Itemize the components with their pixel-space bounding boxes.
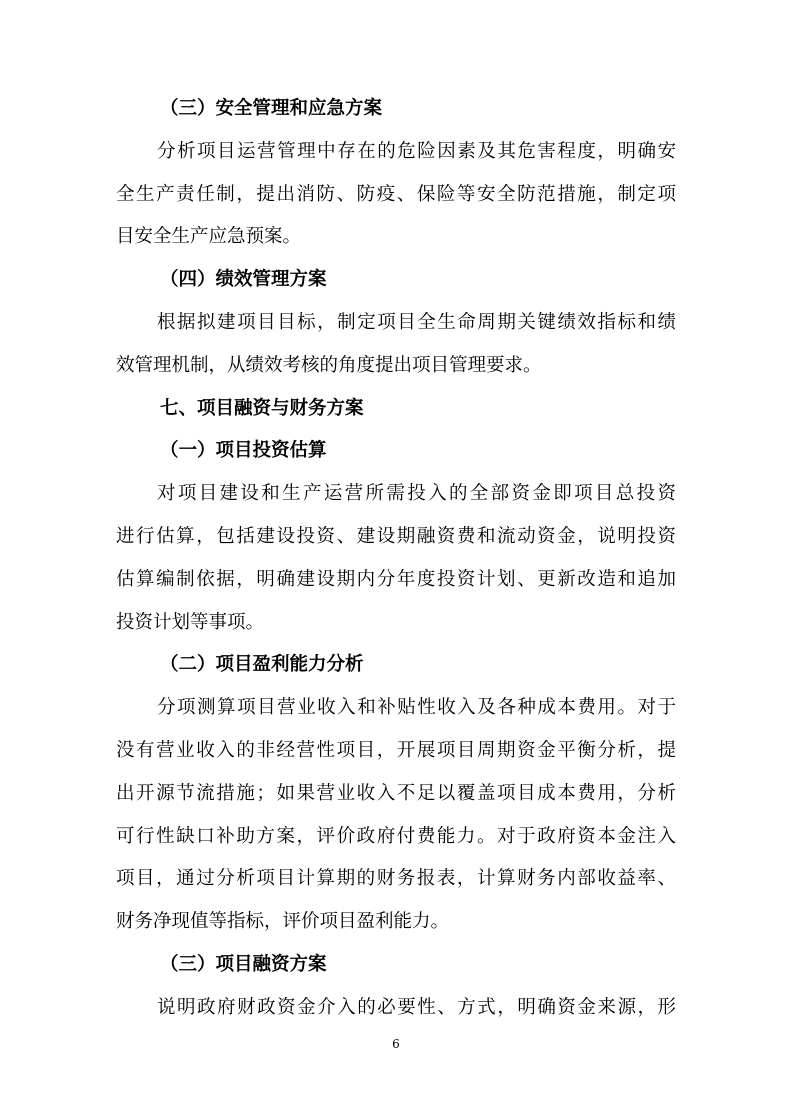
subsection-heading: （三）项目融资方案 [160, 953, 327, 975]
body-text-line: 出开源节流措施；如果营业收入不足以覆盖项目成本费用，分析 [116, 782, 676, 804]
paragraph-first-line: 说明政府财政资金介入的必要性、方式，明确资金来源，形 [157, 996, 676, 1018]
body-text-line: 进行估算，包括建设投资、建设期融资费和流动资金，说明投资 [116, 525, 676, 547]
paragraph-last-line: 目安全生产应急预案。 [116, 226, 302, 248]
paragraph-first-line: 对项目建设和生产运营所需投入的全部资金即项目总投资 [157, 483, 676, 505]
paragraph-first-line: 分析项目运营管理中存在的危险因素及其危害程度，明确安 [157, 140, 676, 162]
body-text-line: 估算编制依据，明确建设期内分年度投资计划、更新改造和追加 [116, 568, 676, 590]
body-text-line: 没有营业收入的非经营性项目，开展项目周期资金平衡分析，提 [116, 739, 676, 761]
subsection-heading: （三）安全管理和应急方案 [160, 98, 383, 119]
body-text-line: 项目，通过分析项目计算期的财务报表，计算财务内部收益率、 [116, 868, 676, 890]
paragraph-last-line: 效管理机制，从绩效考核的角度提出项目管理要求。 [116, 354, 542, 376]
paragraph-first-line: 分项测算项目营业收入和补贴性收入及各种成本费用。对于 [157, 697, 676, 719]
subsection-heading: （一）项目投资估算 [160, 440, 327, 462]
paragraph-last-line: 投资计划等事项。 [116, 611, 265, 633]
body-text-line: 全生产责任制，提出消防、防疫、保险等安全防范措施，制定项 [116, 183, 676, 205]
subsection-heading: （四）绩效管理方案 [160, 269, 327, 291]
paragraph-first-line: 根据拟建项目目标，制定项目全生命周期关键绩效指标和绩 [157, 311, 676, 333]
subsection-heading: （二）项目盈利能力分析 [160, 654, 364, 676]
paragraph-last-line: 财务净现值等指标，评价项目盈利能力。 [116, 911, 450, 933]
document-body [116, 88, 676, 1030]
body-text-line: 可行性缺口补助方案，评价政府付费能力。对于政府资本金注入 [116, 825, 676, 847]
page-number: 6 [392, 1037, 400, 1051]
section-heading: 七、项目融资与财务方案 [160, 397, 364, 419]
